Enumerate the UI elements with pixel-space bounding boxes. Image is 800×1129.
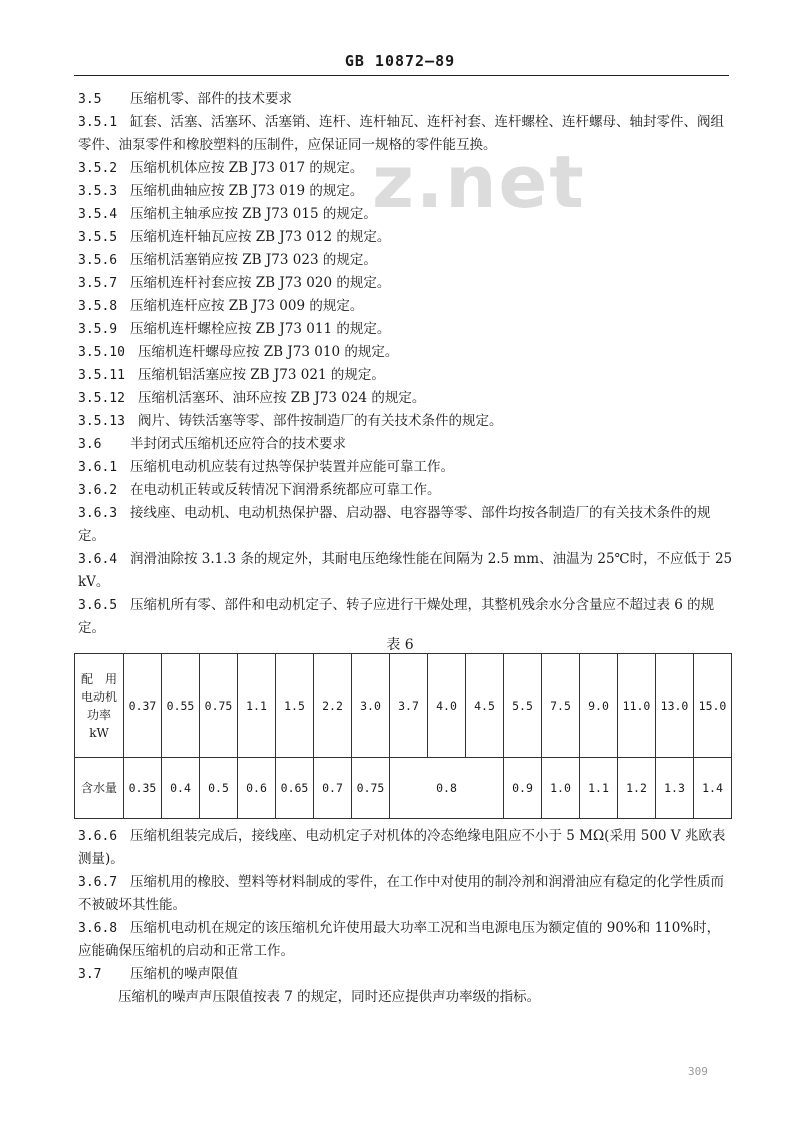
clause-3-5-3: 3.5.3 压缩机曲轴应按 ZB J73 019 的规定。	[78, 183, 364, 199]
clause-3-5-2: 3.5.2 压缩机机体应按 ZB J73 017 的规定。	[78, 160, 364, 176]
header-rule	[74, 75, 729, 76]
clause-3-5-9: 3.5.9 压缩机连杆螺栓应按 ZB J73 011 的规定。	[78, 321, 391, 337]
clause-3-6-3: 3.6.3 接线座、电动机、电动机热保护器、启动器、电容器等零、部件均按各制造厂的有关技术条件的规定。	[78, 505, 711, 544]
table-6-caption: 表 6	[386, 637, 414, 653]
water-cell-merged: 0.8	[390, 758, 504, 819]
clause-3-7-body: 压缩机的噪声声压限值按表 7 的规定，同时还应提供声功率级的指标。	[118, 989, 541, 1005]
water-cell: 0.75	[352, 758, 390, 819]
water-header-cell: 含水量	[75, 758, 124, 819]
power-cell: 1.1	[238, 654, 276, 758]
watermark: z.net	[372, 140, 586, 224]
power-cell: 4.5	[466, 654, 504, 758]
power-cell: 5.5	[504, 654, 542, 758]
clause-3-5-1: 3.5.1 缸套、活塞、活塞环、活塞销、连杆、连杆轴瓦、连杆衬套、连杆螺栓、连杆螺母、轴封零件、阀组零件、油泵零件和橡胶塑料的压制件，应保证同一规格的零件能互换。	[78, 114, 724, 153]
power-cell: 4.0	[428, 654, 466, 758]
table-6	[74, 653, 732, 819]
clause-3-5-12: 3.5.12 压缩机活塞环、油环应按 ZB J73 024 的规定。	[78, 390, 426, 406]
water-cell: 1.1	[580, 758, 618, 819]
power-cell: 1.5	[276, 654, 314, 758]
water-cell: 0.9	[504, 758, 542, 819]
clause-3-7: 3.7 压缩机的噪声限值	[78, 966, 238, 982]
power-cell: 7.5	[542, 654, 580, 758]
water-cell: 0.6	[238, 758, 276, 819]
clause-3-6-7: 3.6.7 压缩机用的橡胶、塑料等材料制成的零件，在工作中对使用的制冷剂和润滑油应有稳定的化学性质而不被破坏其性能。	[78, 874, 724, 913]
page-header-standard-code: GB 10872—89	[344, 52, 456, 70]
clause-3-5-13: 3.5.13 阀片、铸铁活塞等零、部件按制造厂的有关技术条件的规定。	[78, 413, 503, 429]
power-cell: 3.0	[352, 654, 390, 758]
clause-3-6: 3.6 半封闭式压缩机还应符合的技术要求	[78, 436, 346, 452]
clause-3-5-7: 3.5.7 压缩机连杆衬套应按 ZB J73 020 的规定。	[78, 275, 391, 291]
power-cell: 13.0	[656, 654, 694, 758]
water-cell: 0.4	[162, 758, 200, 819]
clause-3-5-5: 3.5.5 压缩机连杆轴瓦应按 ZB J73 012 的规定。	[78, 229, 391, 245]
power-cell: 0.75	[200, 654, 238, 758]
clause-3-6-5: 3.6.5 压缩机所有零、部件和电动机定子、转子应进行干燥处理，其整机残余水分含量应不超过表 6 的规定。	[78, 597, 715, 636]
water-cell: 1.3	[656, 758, 694, 819]
clause-3-6-4: 3.6.4 润滑油除按 3.1.3 条的规定外，其耐电压绝缘性能在间隔为 2.5 mm、油温为 25℃时，不应低于 25 kV。	[78, 551, 733, 590]
table-row-power	[75, 654, 732, 758]
power-cell: 0.55	[162, 654, 200, 758]
body-text-bottom	[78, 825, 733, 1009]
clause-3-5-11: 3.5.11 压缩机铝活塞应按 ZB J73 021 的规定。	[78, 367, 385, 383]
page-number: 309	[688, 1065, 708, 1078]
water-cell: 0.65	[276, 758, 314, 819]
power-cell: 2.2	[314, 654, 352, 758]
clause-3-5-4: 3.5.4 压缩机主轴承应按 ZB J73 015 的规定。	[78, 206, 377, 222]
table-row-water-content	[75, 758, 732, 819]
power-cell: 11.0	[618, 654, 656, 758]
body-text-top	[78, 88, 733, 640]
power-cell: 0.37	[124, 654, 162, 758]
water-cell: 0.35	[124, 758, 162, 819]
power-cell: 15.0	[694, 654, 732, 758]
water-cell: 0.5	[200, 758, 238, 819]
clause-3-5-6: 3.5.6 压缩机活塞销应按 ZB J73 023 的规定。	[78, 252, 377, 268]
clause-3-5: 3.5 压缩机零、部件的技术要求	[78, 91, 292, 107]
clause-3-6-6: 3.6.6 压缩机组装完成后，接线座、电动机定子对机体的冷态绝缘电阻应不小于 5 MΩ(采用 500 V 兆欧表测量)。	[78, 828, 726, 867]
water-cell: 1.0	[542, 758, 580, 819]
clause-3-6-2: 3.6.2 在电动机正转或反转情况下润滑系统都应可靠工作。	[78, 482, 441, 498]
water-cell: 1.2	[618, 758, 656, 819]
clause-3-5-10: 3.5.10 压缩机连杆螺母应按 ZB J73 010 的规定。	[78, 344, 399, 360]
power-cell: 3.7	[390, 654, 428, 758]
water-cell: 0.7	[314, 758, 352, 819]
water-cell: 1.4	[694, 758, 732, 819]
power-header-cell: 配 用 电动机 功率 kW	[75, 654, 124, 758]
clause-3-6-8: 3.6.8 压缩机电动机在规定的该压缩机允许使用最大功率工况和当电源电压为额定值的 90%和 110%时，应能确保压缩机的启动和正常工作。	[78, 920, 721, 959]
clause-3-5-8: 3.5.8 压缩机连杆应按 ZB J73 009 的规定。	[78, 298, 364, 314]
clause-3-6-1: 3.6.1 压缩机电动机应装有过热等保护装置并应能可靠工作。	[78, 459, 454, 475]
power-cell: 9.0	[580, 654, 618, 758]
